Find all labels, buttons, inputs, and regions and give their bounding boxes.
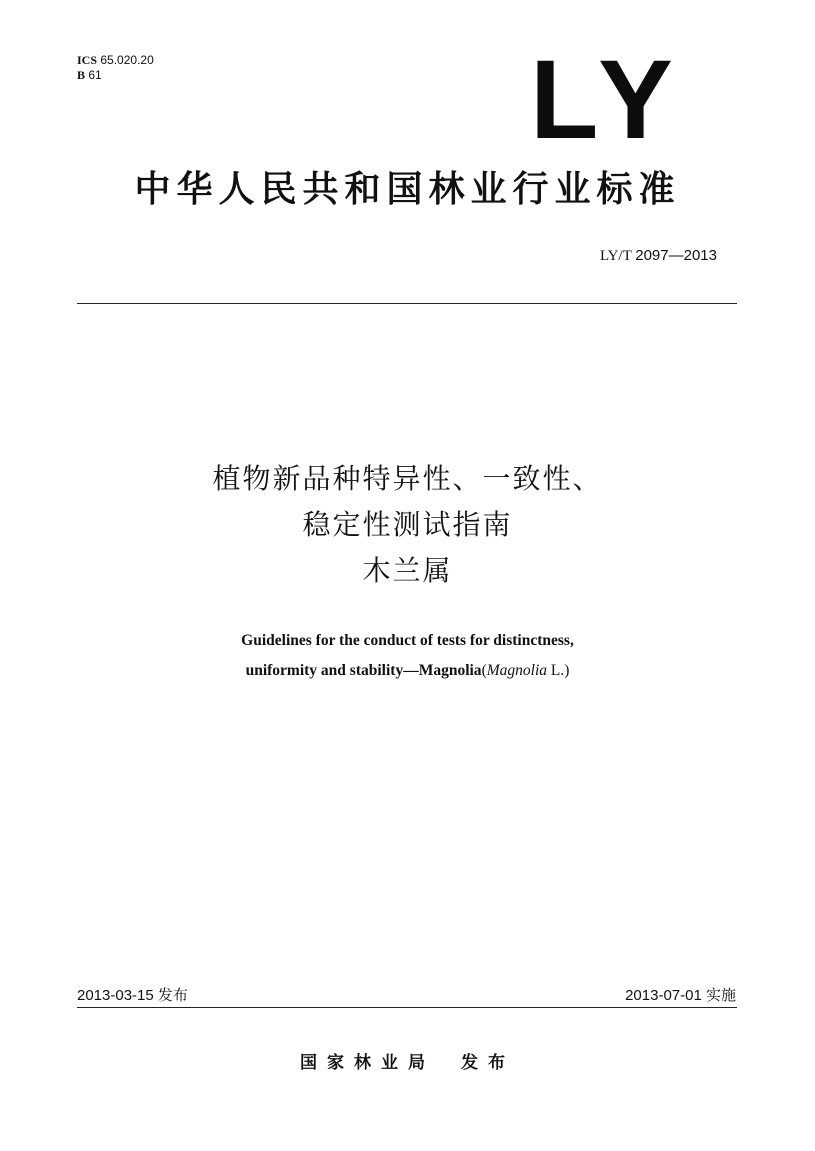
chinese-title — [0, 456, 815, 594]
code-prefix: LY/T — [599, 248, 632, 264]
ccs-label: B — [77, 68, 86, 82]
standard-type-title: 中华人民共和国林业行业标准 — [134, 169, 681, 210]
chinese-title-line-1: 植物新品种特异性、一致性、 — [212, 462, 603, 495]
english-title-line-2 — [0, 656, 815, 686]
publisher-line — [0, 1048, 815, 1073]
ccs-line — [77, 68, 154, 83]
ics-code: 65.020.20 — [100, 53, 154, 67]
footer-divider — [77, 1007, 737, 1008]
english-title-line-1: Guidelines for the conduct of tests for distinctness, — [241, 632, 574, 649]
implement-date-line — [625, 984, 736, 1005]
chinese-title-line-3: 木兰属 — [362, 554, 453, 587]
genus-italic: Magnolia — [486, 662, 548, 679]
ics-label: ICS — [77, 53, 98, 67]
ics-line — [77, 53, 154, 68]
chinese-title-line-2: 稳定性测试指南 — [302, 508, 513, 541]
english-title-bold: uniformity and stability—Magnolia — [245, 662, 482, 679]
implement-label: 实施 — [705, 987, 736, 1004]
issue-date: 2013-03-15 — [77, 987, 154, 1004]
publisher-name: 国家林业局 — [300, 1053, 435, 1073]
classification-codes — [77, 53, 154, 83]
ly-logo: LY — [530, 37, 683, 162]
implement-date: 2013-07-01 — [625, 987, 702, 1004]
english-title — [0, 626, 815, 686]
paren-open: ( — [481, 662, 487, 679]
ccs-code: 61 — [88, 68, 102, 82]
issue-date-line — [77, 984, 188, 1005]
header-divider — [77, 303, 737, 304]
author-abbrev: L.) — [547, 662, 570, 679]
publish-label: 发布 — [461, 1053, 515, 1073]
standard-code — [600, 247, 717, 265]
code-number: 2097—2013 — [635, 247, 717, 264]
issue-label: 发布 — [157, 987, 188, 1004]
